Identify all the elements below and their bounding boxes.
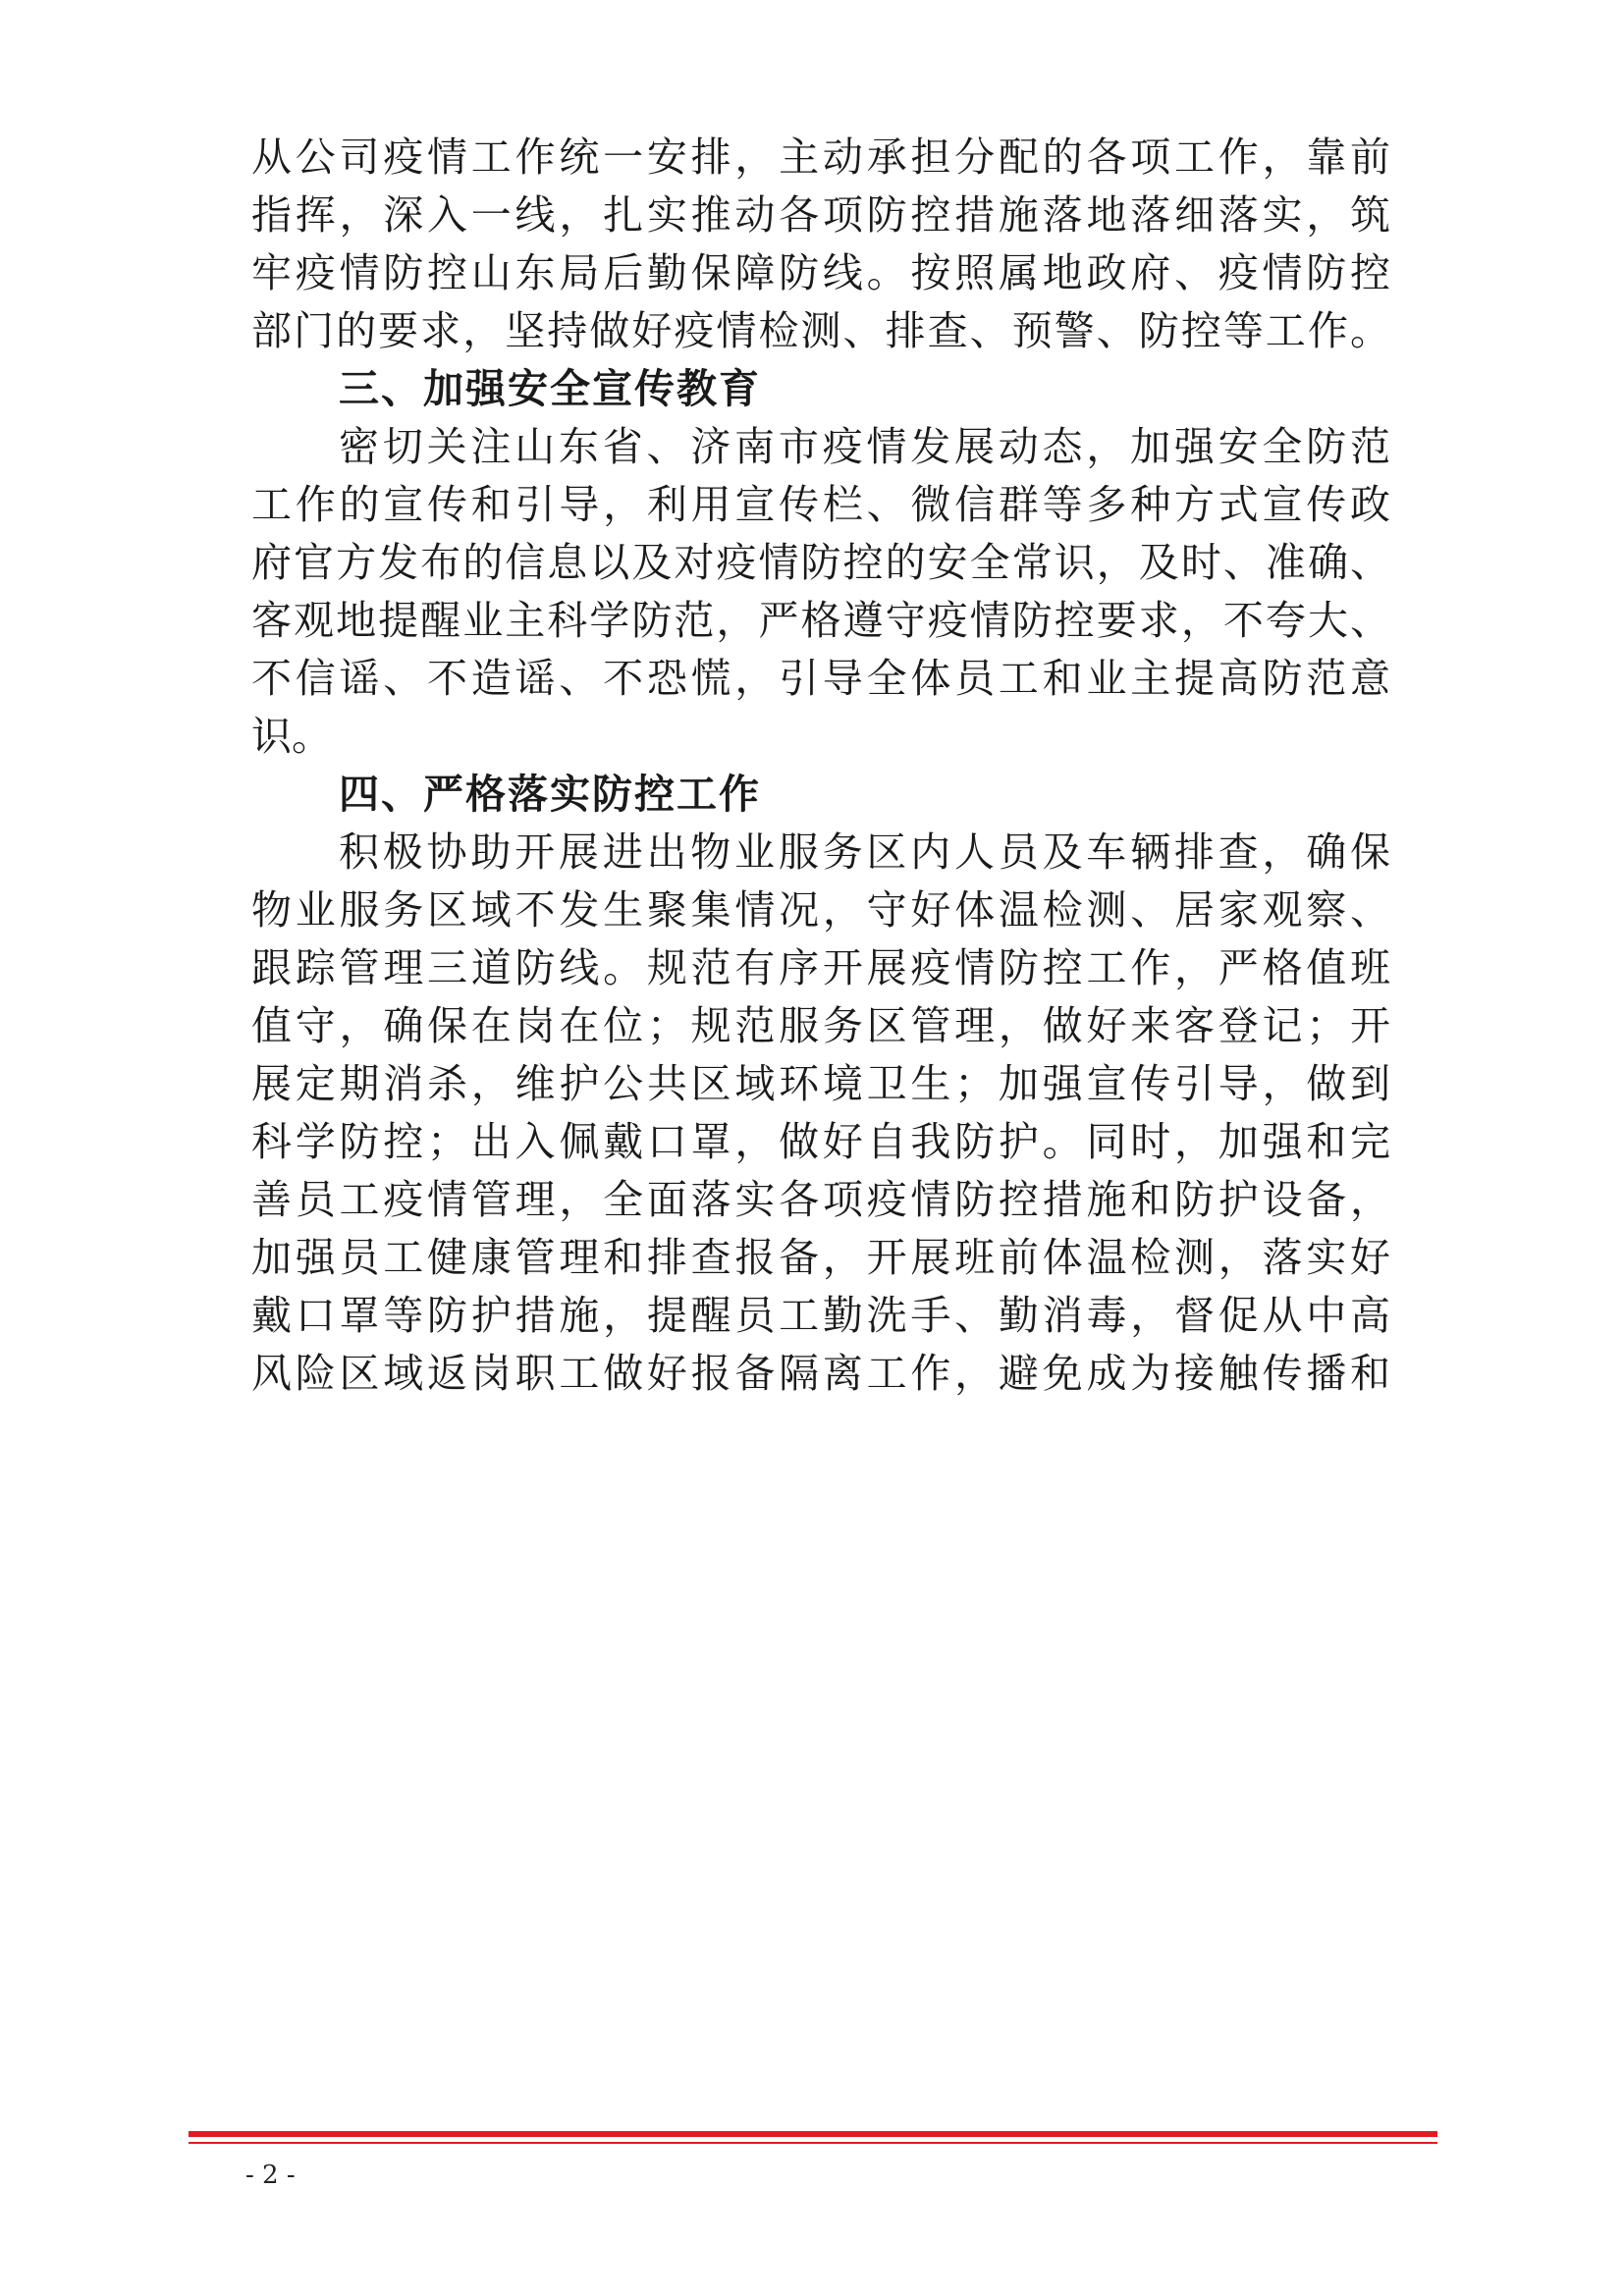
paragraph-line: 善员工疫情管理，全面落实各项疫情防控措施和防护设备， bbox=[251, 1176, 1390, 1223]
section-heading-4: 四、严格落实防控工作 bbox=[339, 771, 761, 818]
paragraph-line: 展定期消杀，维护公共区域环境卫生；加强宣传引导，做到 bbox=[251, 1060, 1390, 1107]
paragraph-line: 加强员工健康管理和排查报备，开展班前体温检测，落实好 bbox=[251, 1234, 1390, 1281]
paragraph-line: 跟踪管理三道防线。规范有序开展疫情防控工作，严格值班 bbox=[251, 944, 1390, 991]
paragraph-line: 风险区域返岗职工做好报备隔离工作，避免成为接触传播和 bbox=[251, 1350, 1390, 1397]
paragraph-line: 府官方发布的信息以及对疫情防控的安全常识，及时、准确、 bbox=[251, 539, 1390, 586]
paragraph-line: 指挥，深入一线，扎实推动各项防控措施落地落细落实，筑 bbox=[251, 191, 1390, 239]
paragraph-line: 不信谣、不造谣、不恐慌，引导全体员工和业主提高防范意 bbox=[251, 655, 1390, 702]
footer-rule-thick bbox=[189, 2131, 1437, 2137]
paragraph-line: 值守，确保在岗在位；规范服务区管理，做好来客登记；开 bbox=[251, 1002, 1390, 1049]
paragraph-line: 密切关注山东省、济南市疫情发展动态，加强安全防范 bbox=[339, 423, 1390, 470]
paragraph-line: 戴口罩等防护措施，提醒员工勤洗手、勤消毒，督促从中高 bbox=[251, 1292, 1390, 1339]
paragraph-line: 积极协助开展进出物业服务区内人员及车辆排查，确保 bbox=[339, 828, 1390, 876]
paragraph-line: 客观地提醒业主科学防范，严格遵守疫情防控要求，不夸大、 bbox=[251, 597, 1390, 644]
paragraph-line: 工作的宣传和引导，利用宣传栏、微信群等多种方式宣传政 bbox=[251, 481, 1390, 528]
paragraph-line: 牢疫情防控山东局后勤保障防线。按照属地政府、疫情防控 bbox=[251, 249, 1390, 296]
paragraph-line: 从公司疫情工作统一安排，主动承担分配的各项工作，靠前 bbox=[251, 133, 1390, 181]
paragraph-line: 部门的要求，坚持做好疫情检测、排查、预警、防控等工作。 bbox=[251, 307, 1390, 354]
page-number: - 2 - bbox=[245, 2161, 296, 2190]
paragraph-line: 物业服务区域不发生聚集情况，守好体温检测、居家观察、 bbox=[251, 886, 1390, 934]
footer-rule-thin bbox=[189, 2142, 1437, 2144]
section-heading-3: 三、加强安全宣传教育 bbox=[339, 365, 761, 412]
paragraph-line: 识。 bbox=[251, 713, 332, 760]
paragraph-line: 科学防控；出入佩戴口罩，做好自我防护。同时，加强和完 bbox=[251, 1118, 1390, 1165]
